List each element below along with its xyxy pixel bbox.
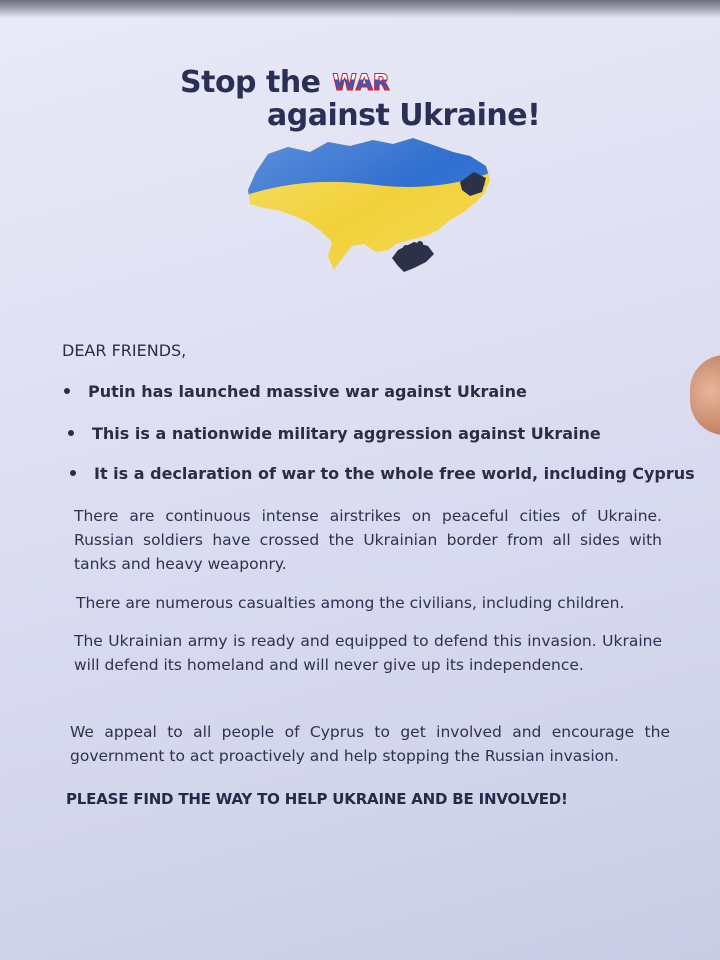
bullet-text: It is a declaration of war to the whole free world, including Cyprus bbox=[94, 464, 695, 483]
bullet-dot-icon bbox=[64, 388, 70, 394]
bullet-dot-icon bbox=[68, 430, 74, 436]
paragraph-casualties: There are numerous casualties among the civilians, including children. bbox=[76, 594, 625, 612]
top-edge-shadow bbox=[0, 0, 720, 18]
salutation: DEAR FRIENDS, bbox=[62, 341, 187, 360]
bullet-text: Putin has launched massive war against Ukraine bbox=[88, 382, 527, 401]
paragraph-army: The Ukrainian army is ready and equipped to defend this invasion. Ukraine will defend its homeland and will never give up its independence. bbox=[74, 632, 662, 674]
bullet-item bbox=[64, 382, 527, 401]
bullet-text: This is a nationwide military aggression against Ukraine bbox=[92, 424, 601, 443]
paragraph-appeal: We appeal to all people of Cyprus to get involved and encourage the government to act proactively and help stopping the Russian invasion. bbox=[70, 723, 670, 765]
headline-line-1 bbox=[180, 65, 392, 100]
bullet-dot-icon bbox=[70, 470, 76, 476]
ukraine-map-icon bbox=[238, 132, 498, 282]
map-flag-fill bbox=[238, 132, 498, 282]
headline-line-2: against Ukraine! bbox=[267, 98, 541, 133]
headline-war-word: WAR bbox=[332, 71, 390, 96]
bullet-item bbox=[70, 464, 695, 483]
closing-call-to-action: PLEASE FIND THE WAY TO HELP UKRAINE AND BE INVOLVED! bbox=[66, 790, 568, 808]
headline-prefix: Stop the bbox=[180, 65, 331, 100]
bullet-item bbox=[68, 424, 601, 443]
holding-finger bbox=[690, 355, 720, 435]
paragraph-airstrikes: There are continuous intense airstrikes on peaceful cities of Ukraine. Russian soldiers have crossed the Ukrainian border from all sides with tanks and heavy weaponry. bbox=[74, 507, 662, 573]
